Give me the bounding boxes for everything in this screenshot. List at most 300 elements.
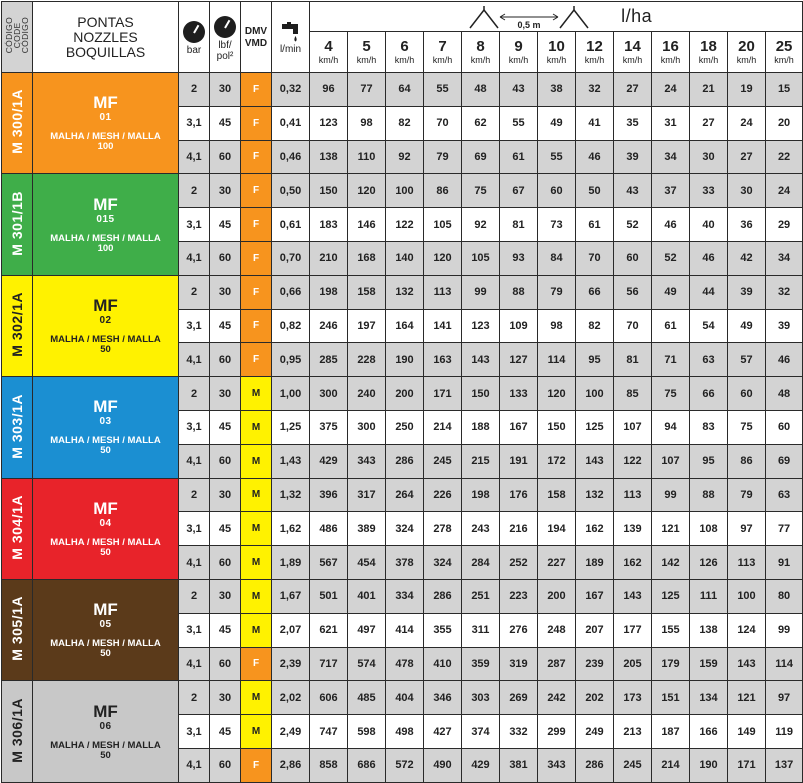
pressure-bar: 3,1 [179,106,210,140]
pressure-psi: 30 [210,377,241,411]
speed-unit: km/h [432,55,453,65]
application-rate: 243 [462,512,500,546]
application-rate: 133 [500,377,538,411]
flow-rate: 1,00 [272,377,310,411]
application-rate: 286 [424,579,462,613]
application-rate: 190 [690,748,728,782]
code-label-pt: CÓDIGO [4,17,14,54]
application-rate: 81 [614,343,652,377]
nozzles-header [33,2,179,73]
application-rate: 93 [500,241,538,275]
application-rate: 381 [500,748,538,782]
application-rate: 27 [690,106,728,140]
droplet-class: F [241,208,272,242]
pressure-psi: 30 [210,73,241,107]
speed-value: 5 [362,38,371,55]
pressure-bar: 3,1 [179,309,210,343]
speed-value: 8 [476,38,485,55]
flow-unit: l/min [279,44,302,55]
application-rate: 223 [500,579,538,613]
application-rate: 83 [690,410,728,444]
application-rate: 324 [424,546,462,580]
application-rate: 60 [766,410,803,444]
application-rate: 142 [652,546,690,580]
application-rate: 197 [348,309,386,343]
pressure-bar: 4,1 [179,444,210,478]
pressure-psi: 60 [210,140,241,174]
application-rate: 454 [348,546,386,580]
application-rate: 414 [386,613,424,647]
application-rate: 498 [386,715,424,749]
application-rate: 245 [424,444,462,478]
application-rate: 107 [652,444,690,478]
application-rate: 172 [538,444,576,478]
flow-rate: 0,46 [272,140,310,174]
application-rate: 73 [538,208,576,242]
pressure-bar: 2 [179,174,210,208]
application-rate: 71 [652,343,690,377]
pressure-psi: 45 [210,715,241,749]
application-rate: 159 [690,647,728,681]
application-rate: 105 [462,241,500,275]
application-rate: 34 [652,140,690,174]
droplet-class: F [241,275,272,309]
code-label-es: CÓDIGO [20,17,30,54]
application-rate: 40 [690,208,728,242]
application-rate: 171 [424,377,462,411]
application-rate: 190 [386,343,424,377]
pressure-bar: 2 [179,73,210,107]
mesh-value: 50 [100,546,111,558]
nozzle-number: 05 [99,619,112,631]
flow-rate: 2,39 [272,647,310,681]
application-rate: 284 [462,546,500,580]
application-rate: 228 [348,343,386,377]
nozzle-number: 03 [99,416,112,428]
application-rate: 183 [310,208,348,242]
application-rate: 70 [614,309,652,343]
pressure-psi: 30 [210,681,241,715]
speed-header-10 [538,32,576,73]
application-rate: 214 [424,410,462,444]
flow-rate: 0,95 [272,343,310,377]
application-rate: 150 [310,174,348,208]
application-rate: 155 [652,613,690,647]
application-rate: 396 [310,478,348,512]
application-rate: 33 [690,174,728,208]
application-rate: 34 [766,241,803,275]
flow-rate: 0,41 [272,106,310,140]
application-rate: 378 [386,546,424,580]
application-rate: 252 [500,546,538,580]
application-rate: 60 [728,377,766,411]
application-rate: 15 [766,73,803,107]
flow-rate: 0,50 [272,174,310,208]
nozzle-cell [33,478,179,579]
nozzle-number: 015 [96,213,115,225]
application-rate: 686 [348,748,386,782]
speed-header-9 [500,32,538,73]
application-rate: 107 [614,410,652,444]
application-rate: 126 [690,546,728,580]
nozzle-code: M 301/1B [9,190,25,256]
application-rate: 43 [614,174,652,208]
pressure-bar: 3,1 [179,512,210,546]
application-rate: 52 [652,241,690,275]
speed-header-16 [652,32,690,73]
table-row [2,579,803,613]
nozzle-number: 06 [99,720,112,732]
flow-rate: 1,25 [272,410,310,444]
application-rate: 401 [348,579,386,613]
speed-unit: km/h [584,55,605,65]
mesh-value: 100 [97,242,114,254]
application-rate: 200 [538,579,576,613]
application-rate: 52 [614,208,652,242]
application-rate: 124 [728,613,766,647]
flow-rate: 0,66 [272,275,310,309]
application-rate: 100 [728,579,766,613]
droplet-class: F [241,140,272,174]
application-rate: 46 [690,241,728,275]
application-rate: 88 [500,275,538,309]
flow-rate: 1,89 [272,546,310,580]
application-rate: 501 [310,579,348,613]
application-rate: 100 [576,377,614,411]
application-rate: 138 [310,140,348,174]
application-rate: 97 [766,681,803,715]
application-rate: 27 [614,73,652,107]
application-rate: 242 [538,681,576,715]
application-rate: 60 [538,174,576,208]
mesh-label: MALHA / MESH / MALLA [50,333,161,345]
pressure-psi: 60 [210,546,241,580]
application-rate: 21 [690,73,728,107]
application-rate: 29 [766,208,803,242]
pressure-psi-header [210,2,241,73]
nozzle-cell [33,579,179,680]
application-rate: 173 [614,681,652,715]
nozzle-number: 04 [99,517,112,529]
speed-unit: km/h [622,55,643,65]
application-rate: 143 [728,647,766,681]
pressure-psi: 45 [210,512,241,546]
application-rate: 120 [348,174,386,208]
speed-header-4 [310,32,348,73]
application-rate: 55 [538,140,576,174]
application-rate: 91 [766,546,803,580]
speed-unit: km/h [356,55,377,65]
speed-unit: km/h [394,55,415,65]
speed-unit: km/h [546,55,567,65]
pressure-psi: 45 [210,309,241,343]
mesh-label: MALHA / MESH / MALLA [50,232,161,244]
speed-value: 18 [700,38,717,55]
application-rate: 97 [728,512,766,546]
application-rate: 48 [766,377,803,411]
speed-header-25 [766,32,803,73]
application-rate: 43 [500,73,538,107]
application-rate: 111 [690,579,728,613]
application-rate: 36 [728,208,766,242]
application-rate: 166 [690,715,728,749]
speed-unit: km/h [774,55,794,65]
pressure-psi: 45 [210,613,241,647]
application-rate: 38 [538,73,576,107]
speed-header-12 [576,32,614,73]
application-rate: 56 [614,275,652,309]
application-rate: 486 [310,512,348,546]
application-rate: 246 [310,309,348,343]
application-rate: 317 [348,478,386,512]
application-rate: 121 [728,681,766,715]
application-rate: 250 [386,410,424,444]
pressure-bar: 3,1 [179,715,210,749]
flow-rate: 2,49 [272,715,310,749]
speed-header-18 [690,32,728,73]
application-rate: 62 [462,106,500,140]
application-rate: 39 [614,140,652,174]
nozzle-cell [33,174,179,275]
application-rate: 300 [310,377,348,411]
speed-value: 4 [324,38,333,55]
application-rate: 85 [614,377,652,411]
nozzle-name: MF [93,194,118,214]
table-row [2,73,803,107]
speed-header-7 [424,32,462,73]
application-rate: 39 [728,275,766,309]
droplet-class: M [241,410,272,444]
flow-rate: 2,02 [272,681,310,715]
pressure-psi: 45 [210,410,241,444]
speed-value: 6 [400,38,409,55]
code-header [2,2,33,73]
nozzle-cell [33,377,179,478]
application-rate: 207 [576,613,614,647]
flow-rate: 1,43 [272,444,310,478]
mesh-value: 50 [100,749,111,761]
application-rate: 114 [538,343,576,377]
application-rate: 324 [386,512,424,546]
speed-value: 25 [775,38,793,55]
application-rate: 82 [386,106,424,140]
nozzle-code: M 306/1A [9,697,25,763]
nozzle-code-cell [2,478,33,579]
nozzle-cell [33,73,179,174]
application-rate: 99 [766,613,803,647]
application-rate: 404 [386,681,424,715]
application-rate: 22 [766,140,803,174]
application-rate: 98 [538,309,576,343]
application-rate: 567 [310,546,348,580]
speed-unit: km/h [736,55,757,65]
application-rate: 269 [500,681,538,715]
application-rate: 300 [348,410,386,444]
application-rate: 67 [500,174,538,208]
application-rate: 574 [348,647,386,681]
application-rate: 188 [462,410,500,444]
application-rate: 179 [652,647,690,681]
rate-unit: l/ha [621,6,653,26]
pressure-bar: 3,1 [179,613,210,647]
nozzles-label-es: BOQUILLAS [65,43,146,60]
application-rate: 332 [500,715,538,749]
flow-rate: 0,82 [272,309,310,343]
application-rate: 429 [462,748,500,782]
application-rate: 287 [538,647,576,681]
application-rate: 46 [576,140,614,174]
application-rate: 249 [576,715,614,749]
application-rate: 54 [690,309,728,343]
application-rate: 27 [728,140,766,174]
application-rate: 150 [462,377,500,411]
application-rate: 64 [386,73,424,107]
application-rate: 122 [614,444,652,478]
application-rate: 75 [462,174,500,208]
application-rate: 81 [500,208,538,242]
flow-rate: 0,61 [272,208,310,242]
application-rate: 162 [576,512,614,546]
application-rate: 167 [500,410,538,444]
application-rate: 375 [310,410,348,444]
pressure-psi: 45 [210,208,241,242]
bar-unit: bar [186,45,202,56]
nozzle-code: M 302/1A [9,292,25,357]
speed-value: 7 [438,38,447,55]
application-rate: 66 [576,275,614,309]
application-rate: 194 [538,512,576,546]
table-row [2,174,803,208]
droplet-class: M [241,444,272,478]
mesh-label: MALHA / MESH / MALLA [50,739,161,751]
speed-unit: km/h [698,55,719,65]
speed-header-14 [614,32,652,73]
application-rate: 146 [348,208,386,242]
application-rate: 95 [576,343,614,377]
application-rate: 171 [728,748,766,782]
pressure-bar: 4,1 [179,241,210,275]
application-rate: 99 [652,478,690,512]
application-rate: 334 [386,579,424,613]
application-rate: 100 [386,174,424,208]
application-rate: 88 [690,478,728,512]
application-rate: 245 [614,748,652,782]
application-rate: 168 [348,241,386,275]
application-rate: 66 [690,377,728,411]
droplet-class: F [241,748,272,782]
pressure-psi: 60 [210,647,241,681]
application-rate: 143 [576,444,614,478]
pressure-psi: 45 [210,106,241,140]
application-rate: 24 [728,106,766,140]
nozzle-code-cell [2,73,33,174]
nozzles-label-en: NOZZLES [73,28,138,45]
pressure-bar: 2 [179,275,210,309]
droplet-class: M [241,478,272,512]
application-rate: 251 [462,579,500,613]
application-rate: 80 [766,579,803,613]
application-rate: 99 [462,275,500,309]
nozzle-code-cell [2,174,33,275]
application-rate: 19 [728,73,766,107]
application-rate: 24 [652,73,690,107]
flow-header [272,2,310,73]
application-rate: 110 [348,140,386,174]
mesh-value: 50 [100,445,111,457]
application-rate: 286 [386,444,424,478]
mesh-value: 50 [100,648,111,660]
nozzle-cell [33,681,179,782]
application-rate: 138 [690,613,728,647]
nozzle-code-cell [2,579,33,680]
mesh-label: MALHA / MESH / MALLA [50,435,161,447]
pressure-bar: 4,1 [179,748,210,782]
speed-header-6 [386,32,424,73]
mesh-label: MALHA / MESH / MALLA [50,131,161,143]
droplet-class: F [241,647,272,681]
droplet-class: F [241,343,272,377]
application-rate: 717 [310,647,348,681]
speed-value: 10 [548,38,565,55]
application-rate: 139 [614,512,652,546]
pressure-bar: 4,1 [179,140,210,174]
pressure-psi: 60 [210,241,241,275]
application-rate: 32 [576,73,614,107]
speed-value: 14 [624,38,641,55]
application-rate: 92 [462,208,500,242]
nozzle-code: M 300/1A [9,89,25,155]
pressure-bar: 4,1 [179,546,210,580]
pressure-gauge-icon [214,16,236,38]
psi-unit-line1: lbf/ [218,39,232,51]
application-rate: 42 [728,241,766,275]
application-rate: 125 [652,579,690,613]
speed-header-20 [728,32,766,73]
mesh-value: 50 [100,343,111,355]
application-rate: 123 [310,106,348,140]
application-rate: 31 [652,106,690,140]
application-rate: 497 [348,613,386,647]
application-rate: 125 [576,410,614,444]
pressure-bar: 3,1 [179,410,210,444]
application-rate: 24 [766,174,803,208]
application-rate: 132 [576,478,614,512]
application-rate: 858 [310,748,348,782]
psi-unit-line2: pol² [216,50,234,62]
droplet-class: M [241,546,272,580]
application-rate: 48 [462,73,500,107]
application-rate: 70 [576,241,614,275]
application-rate: 374 [462,715,500,749]
application-rate: 598 [348,715,386,749]
application-rate: 61 [500,140,538,174]
speed-unit: km/h [470,55,491,65]
application-rate: 389 [348,512,386,546]
application-rate: 113 [728,546,766,580]
application-rate: 621 [310,613,348,647]
table-row [2,681,803,715]
pressure-psi: 60 [210,343,241,377]
application-rate: 61 [576,208,614,242]
droplet-class: M [241,579,272,613]
application-rate: 113 [614,478,652,512]
application-rate: 82 [576,309,614,343]
faucet-icon [278,21,304,43]
flow-rate: 0,70 [272,241,310,275]
application-rate: 140 [386,241,424,275]
application-rate: 248 [538,613,576,647]
application-rate: 79 [424,140,462,174]
